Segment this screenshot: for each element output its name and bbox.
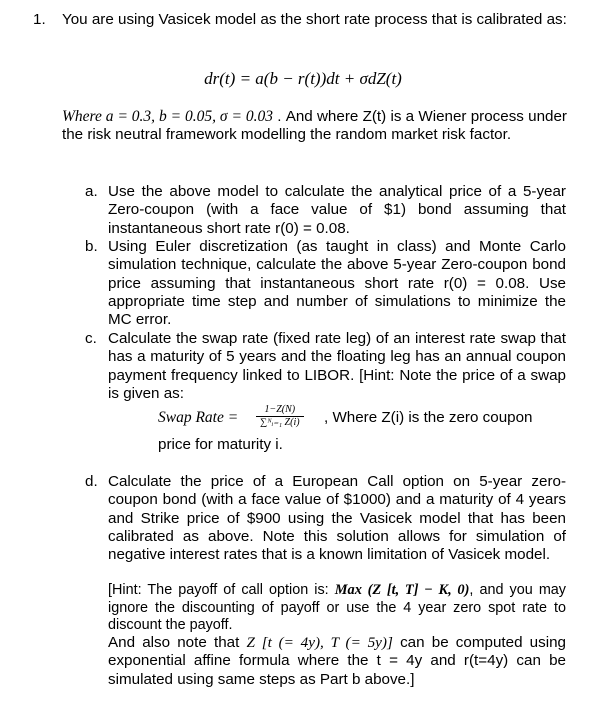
hint-suffix: , and you may ignore the discounting of payoff or use the 4 year zero spot rate to discount the payoff. xyxy=(108,582,567,633)
part-b-letter: b. xyxy=(85,238,98,255)
swap-rate-fraction xyxy=(256,404,304,429)
parameters-math: Where a = 0.3, b = 0.05, σ = 0.03 xyxy=(62,108,273,125)
part-d-note xyxy=(108,634,566,689)
part-a-letter: a. xyxy=(85,183,98,200)
swap-rate-rhs: , Where Z(i) is the zero coupon xyxy=(324,409,533,426)
hint-payoff-formula: Max (Z [t, T] − K, 0) xyxy=(334,582,470,598)
swap-rate-formula xyxy=(158,404,568,440)
note-suffix: can be computed using exponential affine formula where the t = 4y and r(t=4y) can be simulated using same steps as Part b above.] xyxy=(108,634,566,688)
parameters-text: . And where Z(t) is a Wiener process under the risk neutral framework modelling the random market risk factor. xyxy=(62,108,567,144)
note-math: Z [t (= 4y), T (= 5y)] xyxy=(246,634,393,651)
part-c-after-formula: price for maturity i. xyxy=(158,436,283,453)
part-d-text: Calculate the price of a European Call option on 5-year zero-coupon bond (with a face value of $1000) and a maturity of 4 years and Strike price of $900 using the Vasicek model that has been calibrated as above. Note this solution allows for simulation of negative interest rates that is a known limitation of Vasicek model. xyxy=(108,473,566,564)
question-number: 1. xyxy=(33,11,46,28)
part-b-text: Using Euler discretization (as taught in class) and Monte Carlo simulation technique, calculate the above 5-year Zero-coupon bond price assuming that instantaneous short rate r(0) = 0.08. Use appropriate time step and number of simulations to minimize the MC error. xyxy=(108,238,566,329)
vasicek-equation: dr(t) = a(b − r(t))dt + σdZ(t) xyxy=(204,69,402,88)
part-c-letter: c. xyxy=(85,330,97,347)
part-d-letter: d. xyxy=(85,473,98,490)
part-d-hint xyxy=(108,582,566,635)
swap-rate-lhs: Swap Rate = xyxy=(158,409,239,426)
swap-rate-denominator: ∑ᴺᵢ₌₁ Z(i) xyxy=(260,417,300,428)
parameters-paragraph xyxy=(62,108,567,145)
part-c-text: Calculate the swap rate (fixed rate leg) of an interest rate swap that has a maturity of 5 years and the floating leg has an annual coupon payment frequency linked to LIBOR. [Hint: Note the price of a swap is given as: xyxy=(108,330,566,402)
hint-prefix: [Hint: The payoff of call option is: xyxy=(108,582,329,598)
note-prefix: And also note that xyxy=(108,634,240,651)
question-intro: You are using Vasicek model as the short rate process that is calibrated as: xyxy=(62,11,567,28)
swap-rate-numerator: 1−Z(N) xyxy=(256,404,304,417)
part-a-text: Use the above model to calculate the analytical price of a 5-year Zero-coupon (with a face value of $1) bond assuming that instantaneous short rate r(0) = 0.08. xyxy=(108,183,566,237)
